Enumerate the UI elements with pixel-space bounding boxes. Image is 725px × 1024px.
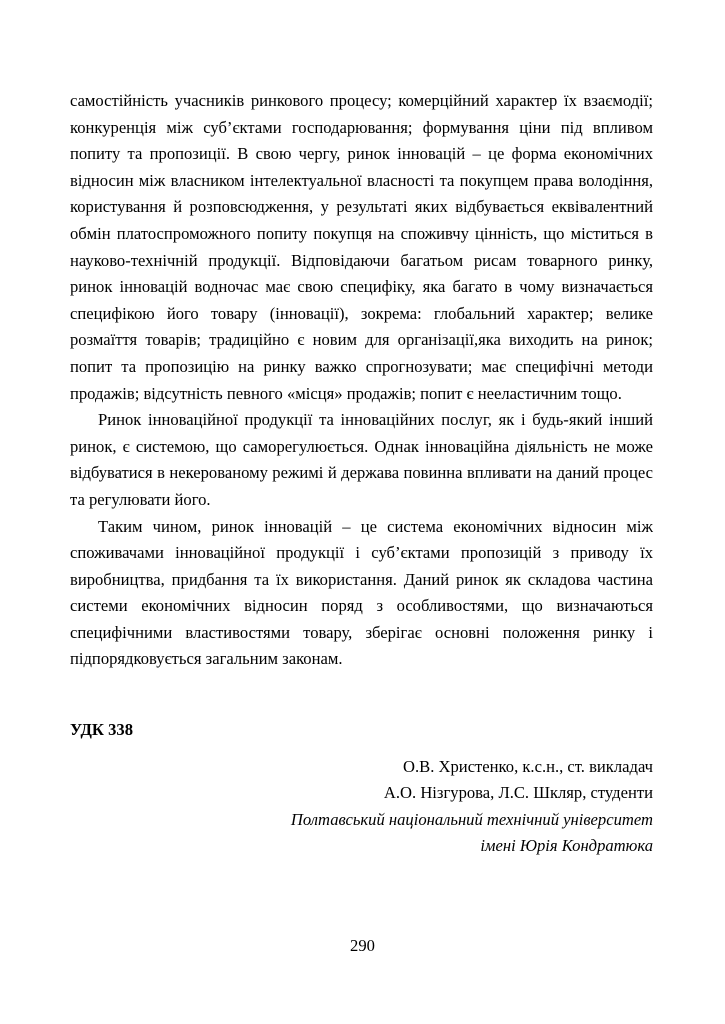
body-text-block (70, 88, 653, 673)
paragraph-1: самостійність учасників ринкового процесу; комерційний характер їх взаємодії; конкуренція між суб’єктами господарювання; формування ціни під впливом попиту та пропозиції. В свою чергу, ринок інновацій – це форма економічних відносин між власником інтелектуальної власності та покупцем права володіння, користування й розповсюдження, у результаті яких відбувається еквівалентний обмін платоспроможного попиту покупця на споживчу цінність, що міститься в науково-технічній продукції. Відповідаючи багатьом рисам товарного ринку, ринок інновацій водночас має свою специфіку, яка багато в чому визначається специфікою його товару (інновації), зокрема: глобальний характер; велике розмаїття товарів; традиційно є новим для організації,яка виходить на ринок; попит та пропозицію на ринку важко спрогнозувати; має специфічні методи продажів; відсутність певного «місця» продажів; попит є нееластичним тощо. (70, 91, 653, 403)
affiliation-line-1: Полтавський національний технічний університет (290, 809, 653, 829)
affiliation-line-2: імені Юрія Кондратюка (480, 836, 653, 856)
paragraph-3: Таким чином, ринок інновацій – це система економічних відносин між споживачами інноваційної продукції і суб’єктами пропозицій з приводу їх виробництва, придбання та їх використання. Даний ринок як складова частина системи економічних відносин поряд з особливостями, що визначаються специфічними властивостями товару, зберігає основні положення ринку і підпорядковується загальним законам. (70, 516, 653, 669)
authors-block (70, 754, 653, 860)
page-number: 290 (350, 936, 375, 955)
author-line-1: О.В. Христенко, к.с.н., ст. викладач (403, 756, 653, 776)
udk-code: УДК 338 (70, 720, 133, 740)
paragraph-2: Ринок інноваційної продукції та інноваційних послуг, як і будь-який інший ринок, є системою, що саморегулюється. Однак інноваційна діяльність не може відбуватися в некерованому режимі й держава повинна впливати на даний процес та регулювати його. (70, 410, 653, 509)
author-line-2: А.О. Нізгурова, Л.С. Шкляр, студенти (383, 783, 653, 803)
